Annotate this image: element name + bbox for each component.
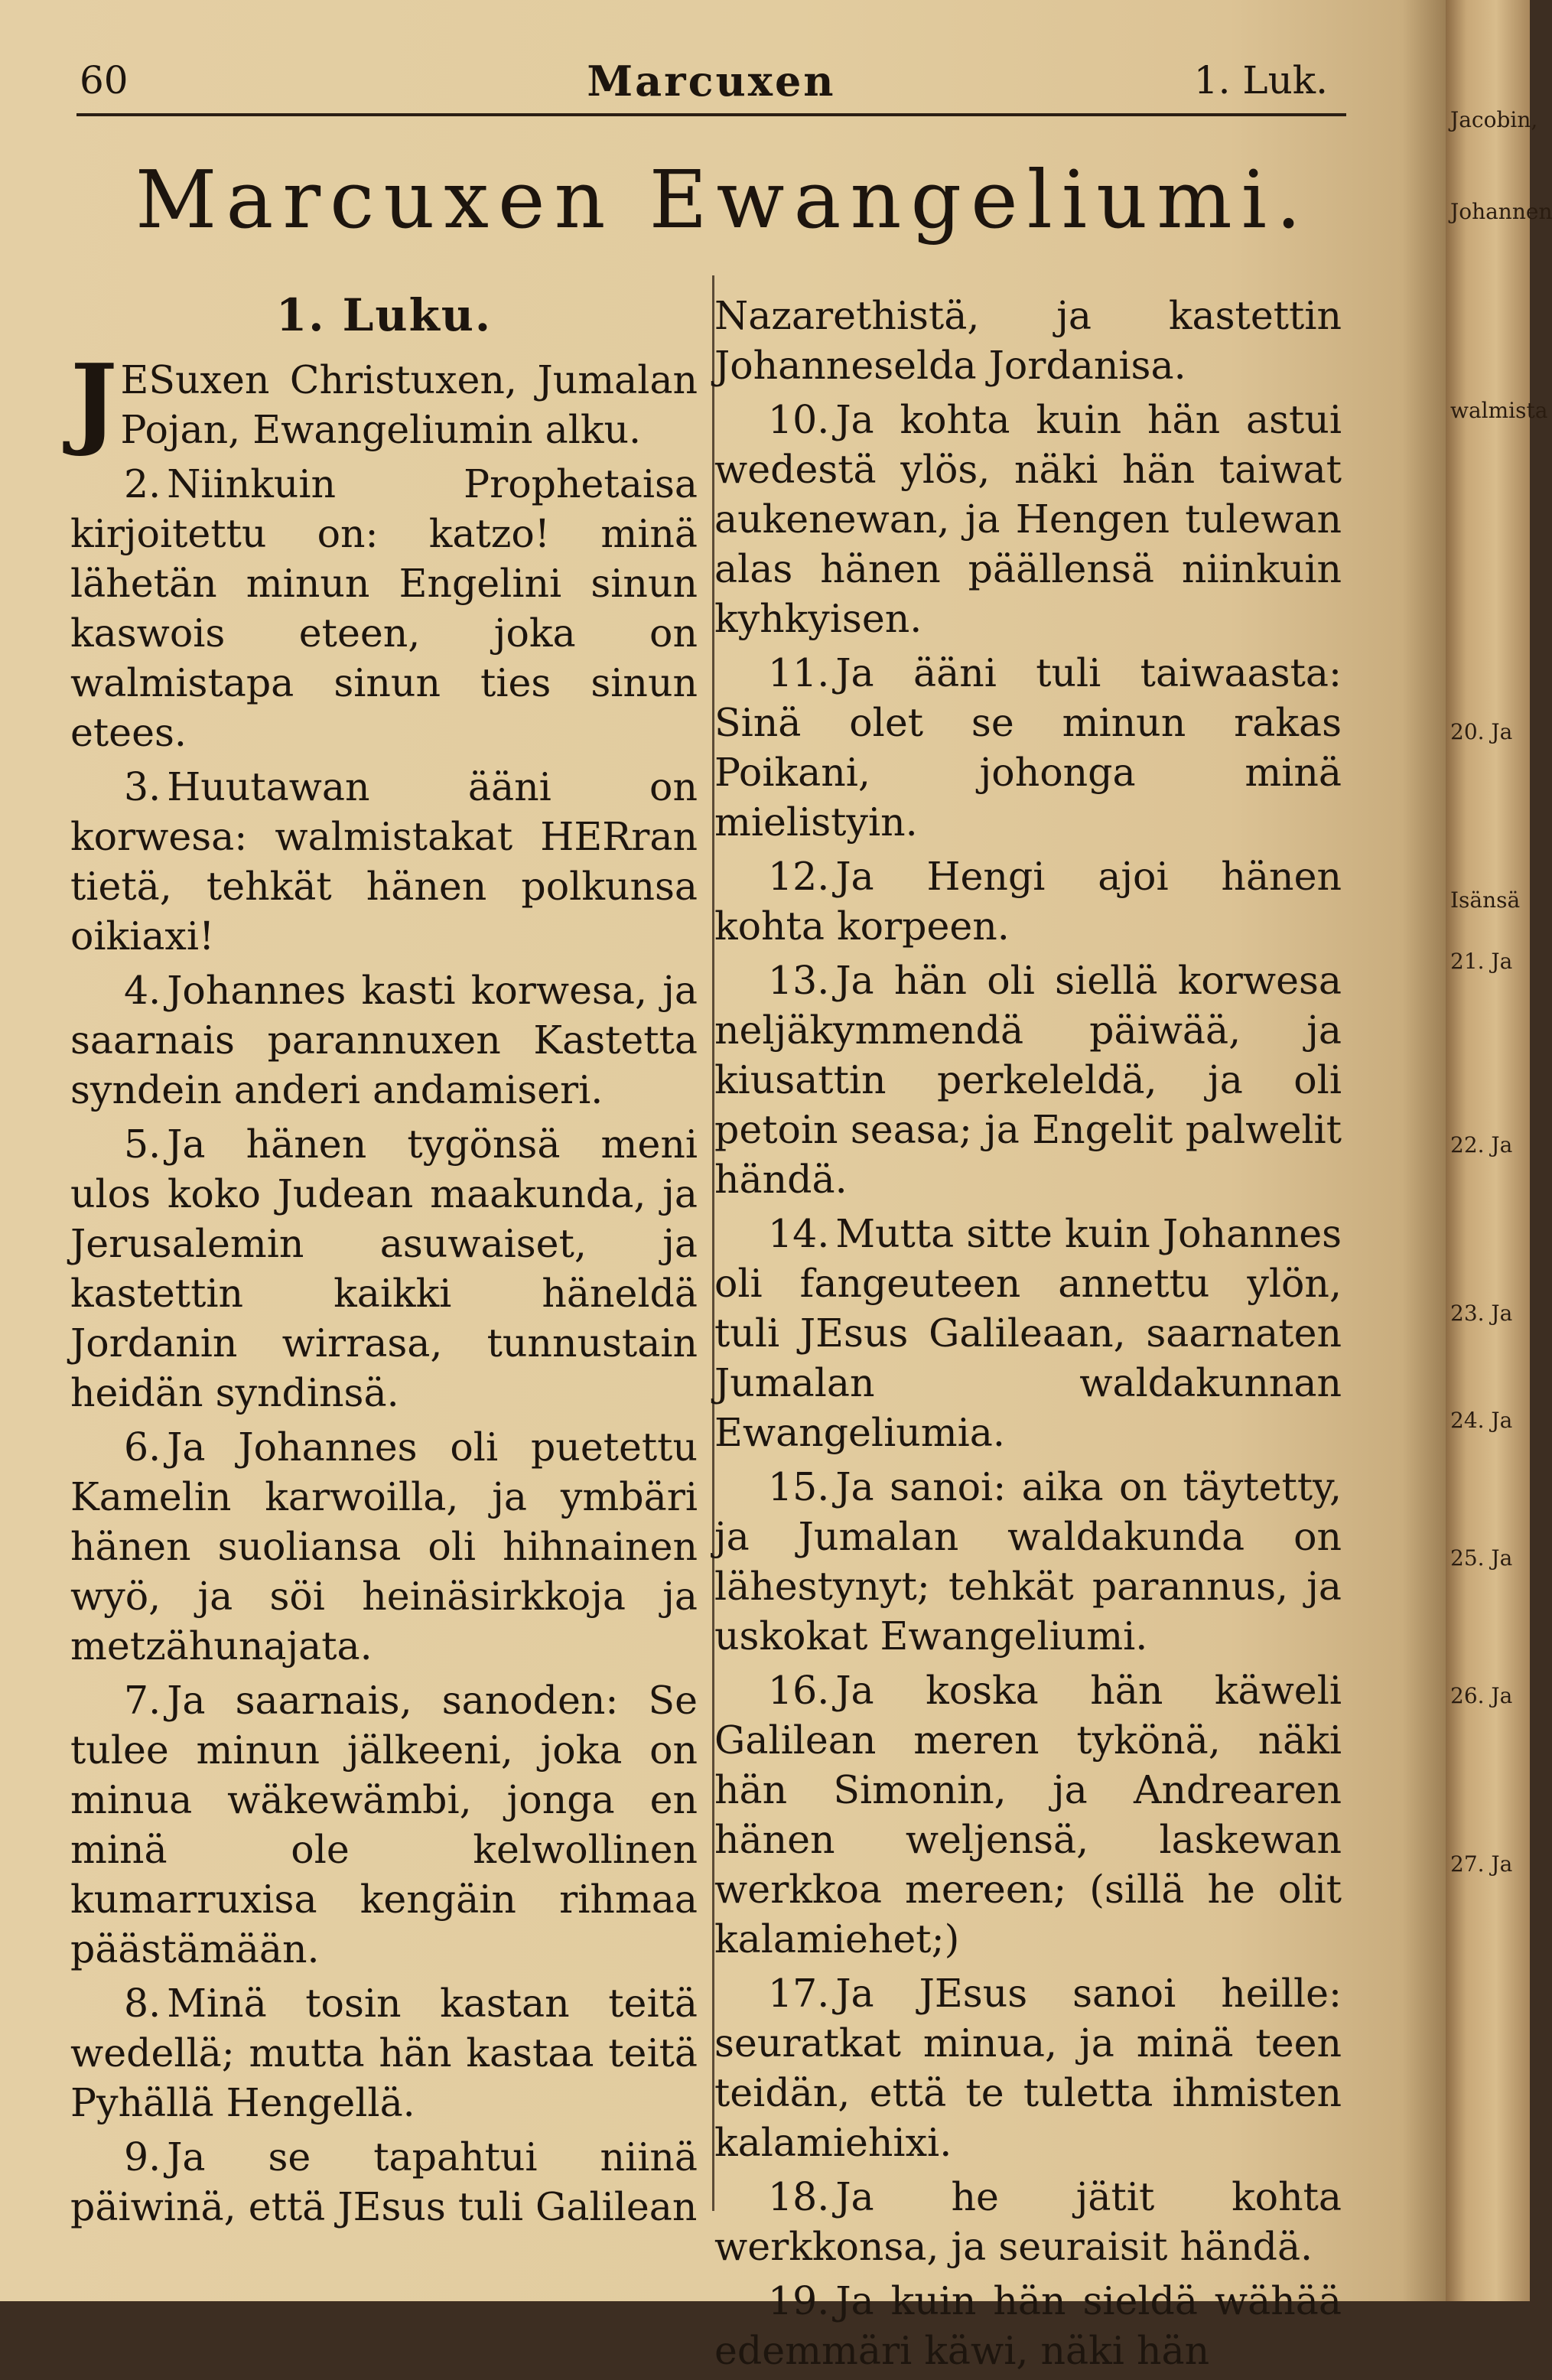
- verse-text: Ja he jätit kohta werkkonsa, ja seuraisit händä.: [714, 2174, 1342, 2269]
- verse: [70, 1422, 698, 1671]
- verse-text: Ja koska hän käweli Galilean meren tykönä, näki hän Simonin, ja Andrearen hänen weljensä, laskewan werkkoa mereen; (sillä he olit kalamiehet;): [714, 1668, 1342, 1962]
- verse-number: 14.: [768, 1211, 830, 1256]
- verse: [714, 1462, 1342, 1661]
- adjacent-page-fragment: 20. Ja: [1450, 719, 1513, 744]
- verse-number: 13.: [768, 958, 830, 1003]
- verse-text: Ja Hengi ajoi hänen kohta korpeen.: [714, 854, 1342, 949]
- adjacent-page-fragment: Jacobin,: [1450, 107, 1538, 132]
- chapter-reference: 1. Luk.: [1193, 58, 1328, 103]
- verse-text: Mutta sitte kuin Johannes oli fangeuteen annettu ylön, tuli JEsus Galileaan, saarnaten Jumalan waldakunnan Ewangeliumia.: [714, 1211, 1342, 1455]
- adjacent-page-fragment: Johannen: [1450, 199, 1552, 224]
- adjacent-page-fragment: 26. Ja: [1450, 1683, 1513, 1708]
- verse: [714, 2276, 1342, 2375]
- verse: [70, 2132, 698, 2232]
- verse: [70, 1119, 698, 1418]
- verse-text: Ja hänen tygönsä meni ulos koko Judean maakunda, ja Jerusalemin asuwaiset, ja kastettin kaikki häneldä Jordanin wirrasa, tunnustain heidän syndinsä.: [70, 1122, 698, 1415]
- verse: [714, 851, 1342, 951]
- verse-number: 10.: [768, 397, 830, 442]
- verse-1-text: ESuxen Christuxen, Jumalan Pojan, Ewangeliumin alku.: [120, 357, 698, 452]
- verse-text: Ja hän oli siellä korwesa neljäkymmendä päiwää, ja kiusattin perkeleldä, ja oli petoin seasa; ja Engelit palwelit händä.: [714, 958, 1342, 1202]
- adjacent-page-fragment: 21. Ja: [1450, 949, 1513, 974]
- verse: [714, 2172, 1342, 2271]
- verse-text: Ja ääni tuli taiwaasta: Sinä olet se minun rakas Poikani, johonga minä mielistyin.: [714, 650, 1342, 845]
- adjacent-page-edge: [1446, 0, 1552, 2301]
- verse-number: 8.: [124, 1981, 161, 2026]
- verse-number: 2.: [124, 461, 161, 506]
- verse-text: Ja kohta kuin hän astui wedestä ylös, näki hän taiwat aukenewan, ja Hengen tulewan alas hänen päällensä niinkuin kyhkyisen.: [714, 397, 1342, 641]
- verse-text: Ja Johannes oli puetettu Kamelin karwoilla, ja ymbäri hänen suoliansa oli hihnainen wyö, ja söi heinäsirkkoja ja metzähunajata.: [70, 1424, 698, 1669]
- adjacent-page-fragment: 23. Ja: [1450, 1301, 1513, 1326]
- verse-number: 19.: [768, 2278, 830, 2323]
- verse-number: 16.: [768, 1668, 830, 1713]
- verse-text: Ja saarnais, sanoden: Se tulee minun jälkeeni, joka on minua wäkewämbi, jonga en minä ole kelwollinen kumarruxisa kengäin rihmaa päästämään.: [70, 1678, 698, 1971]
- adjacent-page-fragment: 22. Ja: [1450, 1132, 1513, 1157]
- verse-9-continuation: Nazarethistä, ja kastettin Johanneselda Jordanisa.: [714, 293, 1342, 388]
- verse: [714, 1665, 1342, 1964]
- verse-text: Niinkuin Prophetaisa kirjoitettu on: katzo! minä lähetän minun Engelini sinun kaswois eteen, joka on walmistapa sinun ties sinun etees.: [70, 461, 698, 755]
- adjacent-page-fragment: 27. Ja: [1450, 1851, 1513, 1877]
- verse: [70, 762, 698, 961]
- verse-number: 9.: [124, 2134, 161, 2180]
- verse-number: 4.: [124, 968, 161, 1013]
- adjacent-page-fragment: walmista: [1450, 398, 1548, 423]
- verse-number: 15.: [768, 1464, 830, 1509]
- verse: [714, 1968, 1342, 2167]
- verse-text: Ja JEsus sanoi heille: seuratkat minua, ja minä teen teidän, että te tuletta ihmisten kalamiehixi.: [714, 1971, 1342, 2165]
- verse: [714, 956, 1342, 1204]
- verse-number: 12.: [768, 854, 830, 899]
- verse-text: Ja kuin hän sieldä wähää edemmäri käwi, näki hän: [714, 2278, 1342, 2373]
- verse: [70, 965, 698, 1115]
- verse-text: Ja se tapahtui niinä päiwinä, että JEsus tuli Galilean: [70, 2134, 698, 2229]
- verse-text: Ja sanoi: aika on täytetty, ja Jumalan waldakunda on lähestynyt; tehkät parannus, ja uskokat Ewangeliumi.: [714, 1464, 1342, 1659]
- verse-number: 7.: [124, 1678, 161, 1723]
- verse-number: 11.: [768, 650, 830, 695]
- adjacent-page-fragment: 24. Ja: [1450, 1408, 1513, 1433]
- verse: [714, 1209, 1342, 1457]
- verse: [70, 1675, 698, 1974]
- book-title: Marcuxen Ewangeliumi.: [135, 153, 1311, 246]
- chapter-heading: 1. Luku.: [275, 289, 493, 341]
- verse-text: Huutawan ääni on korwesa: walmistakat HERran tietä, tehkät hänen polkunsa oikiaxi!: [70, 764, 698, 959]
- verse: [714, 395, 1342, 643]
- running-header: [76, 52, 1346, 116]
- verse-number: 5.: [124, 1122, 161, 1167]
- verse-text: Johannes kasti korwesa, ja saarnais parannuxen Kastetta syndein anderi andamiseri.: [70, 968, 698, 1112]
- adjacent-page-fragment: Isänsä: [1450, 887, 1521, 913]
- page-number: 60: [80, 58, 129, 103]
- adjacent-page-fragment: 25. Ja: [1450, 1545, 1513, 1571]
- verse: [70, 459, 698, 757]
- drop-capital: J: [70, 342, 118, 459]
- verse-text: Minä tosin kastan teitä wedellä; mutta hän kastaa teitä Pyhällä Hengellä.: [70, 1981, 698, 2125]
- verse-number: 6.: [124, 1424, 161, 1470]
- right-column: [714, 291, 1342, 2380]
- verse-1: [70, 342, 698, 459]
- verse: [714, 648, 1342, 847]
- left-column: [70, 291, 698, 2236]
- verse: [70, 1978, 698, 2128]
- verse-number: 17.: [768, 1971, 830, 2016]
- verse-number: 18.: [768, 2174, 830, 2219]
- verse-number: 3.: [124, 764, 161, 809]
- running-title: Marcuxen: [587, 57, 836, 106]
